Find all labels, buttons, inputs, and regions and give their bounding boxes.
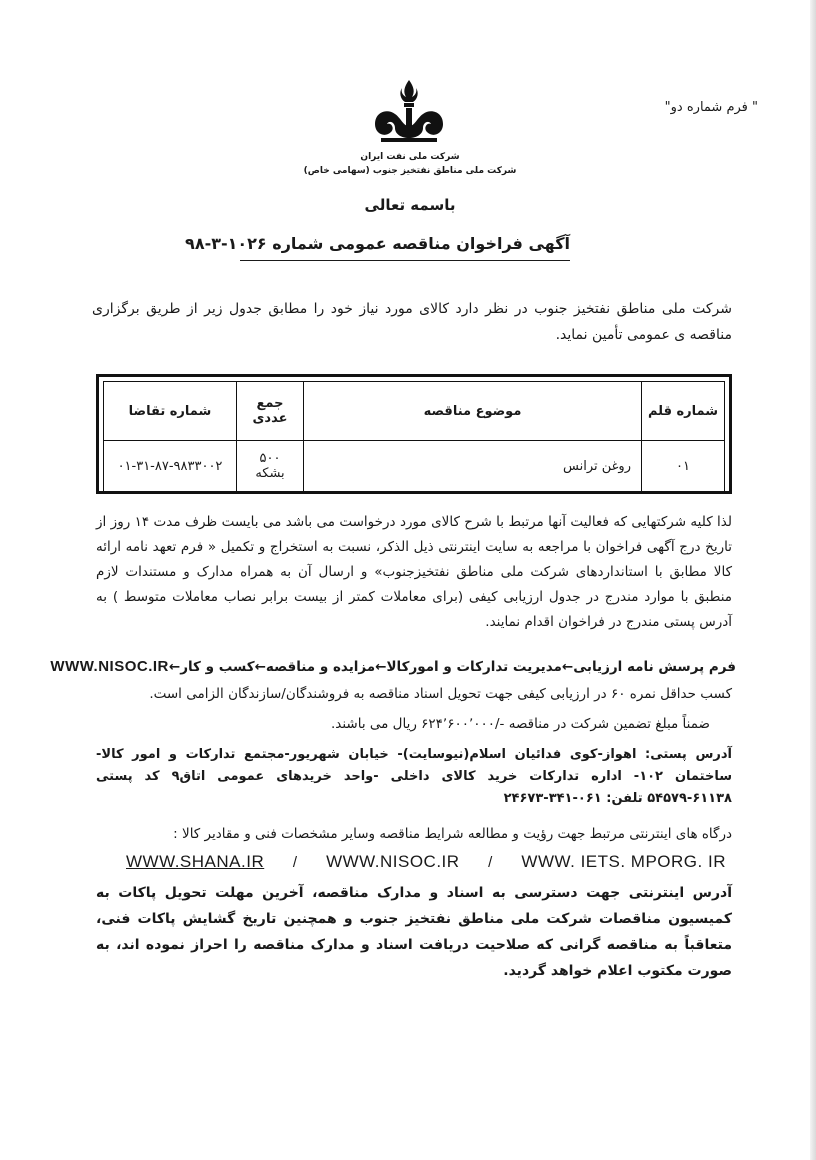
company-name: شرکت ملی نفت ایران [360, 152, 460, 162]
page-edge [810, 0, 816, 1160]
header-request-no: شماره تقاضا [104, 382, 237, 441]
postal-address: آدرس پستی: اهواز-کوی فدائیان اسلام(نیوسایت)- خیابان شهریور-مجتمع تدارکات و امور کالا-ساختمان ۱۰۲- اداره تدارکات خرید کالای داخلی -واحد خریدهای عمومی اتاق۹ کد پستی ۶۱۱۳۸-۵۴۵۷۹ تلفن: ۰۶۱-۳۴۱-۲۴۶۷۳ [96, 747, 732, 806]
intro-paragraph: شرکت ملی مناطق نفتخیز جنوب در نظر دارد کالای مورد نیاز خود را مطابق جدول زیر از طریق برگزاری مناقصه ی عمومی تأمین نماید. [92, 301, 732, 343]
header-total-line2: عددی [252, 411, 288, 426]
url-separator: / [292, 853, 298, 871]
guarantee-note: ضمناً مبلغ تضمین شرکت در مناقصه -/۶۲۴٬۶۰۰٬۰۰۰ ریال می باشند. [330, 716, 710, 732]
nisoc-url-inline[interactable]: WWW.NISOC.IR [50, 658, 169, 675]
header-subject: موضوع مناقصه [304, 382, 642, 441]
url-separator: / [488, 853, 493, 871]
company-subsidiary: شرکت ملی مناطق نفتخیز جنوب (سهامی خاص) [303, 166, 517, 176]
cell-total-unit: بشکه [255, 466, 285, 481]
url-iets[interactable]: WWW. IETS. MPORG. IR [521, 852, 726, 871]
portal-url-row [126, 848, 726, 876]
heading: باسمه تعالی [364, 196, 456, 214]
table-header-row [104, 382, 725, 441]
header-total-line1: جمع [256, 396, 284, 411]
tender-table-frame [96, 374, 732, 494]
table-row [104, 441, 725, 492]
nioc-flame-logo-icon [373, 78, 445, 144]
cell-request-no: ۰۱-۳۱-۸۷-۹۸۳۳۰۰۲ [104, 441, 237, 492]
evaluation-form-path-text: فرم پرسش نامه ارزیابی←مدیریت تدارکات و امورکالا←مزایده و مناقصه←کسب و کار← [168, 659, 736, 675]
instructions-paragraph: لذا کلیه شرکتهایی که فعالیت آنها مرتبط با شرح کالای مورد درخواست می باشد می بایست ظرف مدت ۱۴ روز از تاریخ درج آگهی فراخوان با مراجعه به سایت اینترنتی ذیل الذکر، نسبت به استخراج و تکمیل « فرم تعهد نامه ارائه کالا مطابق با استانداردهای شرکت ملی مناطق نفتخیزجنوب» و ارسال آن به همراه مدارک و مستندات لازم منطبق با موارد مندرج در جدول ارزیابی کیفی (برای معاملات کمتر از بیست برابر نصاب معاملات متوسط ) به آدرس پستی مندرج در فراخوان اقدام نمایند. [96, 514, 732, 630]
url-nisoc[interactable]: WWW.NISOC.IR [326, 852, 460, 871]
url-shana[interactable]: WWW.SHANA.IR [126, 852, 265, 871]
tender-table [103, 381, 725, 492]
portals-label: درگاه های اینترنتی مرتبط جهت رؤیت و مطالعه شرایط مناقصه وسایر مشخصات فنی و مقادیر کالا : [173, 826, 732, 842]
page-title: آگهی فراخوان مناقصه عمومی شماره ۱۰۲۶-۳-۹۸ [185, 234, 570, 253]
min-score-note: کسب حداقل نمره ۶۰ در ارزیابی کیفی جهت تحویل اسناد مناقصه به فروشندگان/سازندگان الزامی است. [149, 686, 732, 702]
cell-total [237, 441, 304, 492]
header-item-no: شماره قلم [642, 382, 725, 441]
cell-item-no: ۰۱ [642, 441, 725, 492]
header-total [237, 382, 304, 441]
final-paragraph: آدرس اینترنتی جهت دسترسی به اسناد و مدارک مناقصه، آخرین مهلت تحویل پاکات به کمیسیون مناقصات شرکت ملی مناطق نفتخیز جنوب و همچنین تاریخ گشایش پاکات فنی، متعاقباً به مناقصه گرانی که صلاحیت دریافت اسناد و مدارک مناقصه را احراز نموده اند، به صورت مکتوب اعلام خواهد گردید. [96, 885, 732, 979]
title-underline [240, 260, 570, 261]
cell-subject: روغن ترانس [304, 441, 642, 492]
form-number: " فرم شماره دو" [664, 100, 758, 115]
company-name-block [300, 150, 520, 178]
cell-total-value: ۵۰۰ [259, 451, 281, 466]
evaluation-form-path [44, 658, 736, 675]
